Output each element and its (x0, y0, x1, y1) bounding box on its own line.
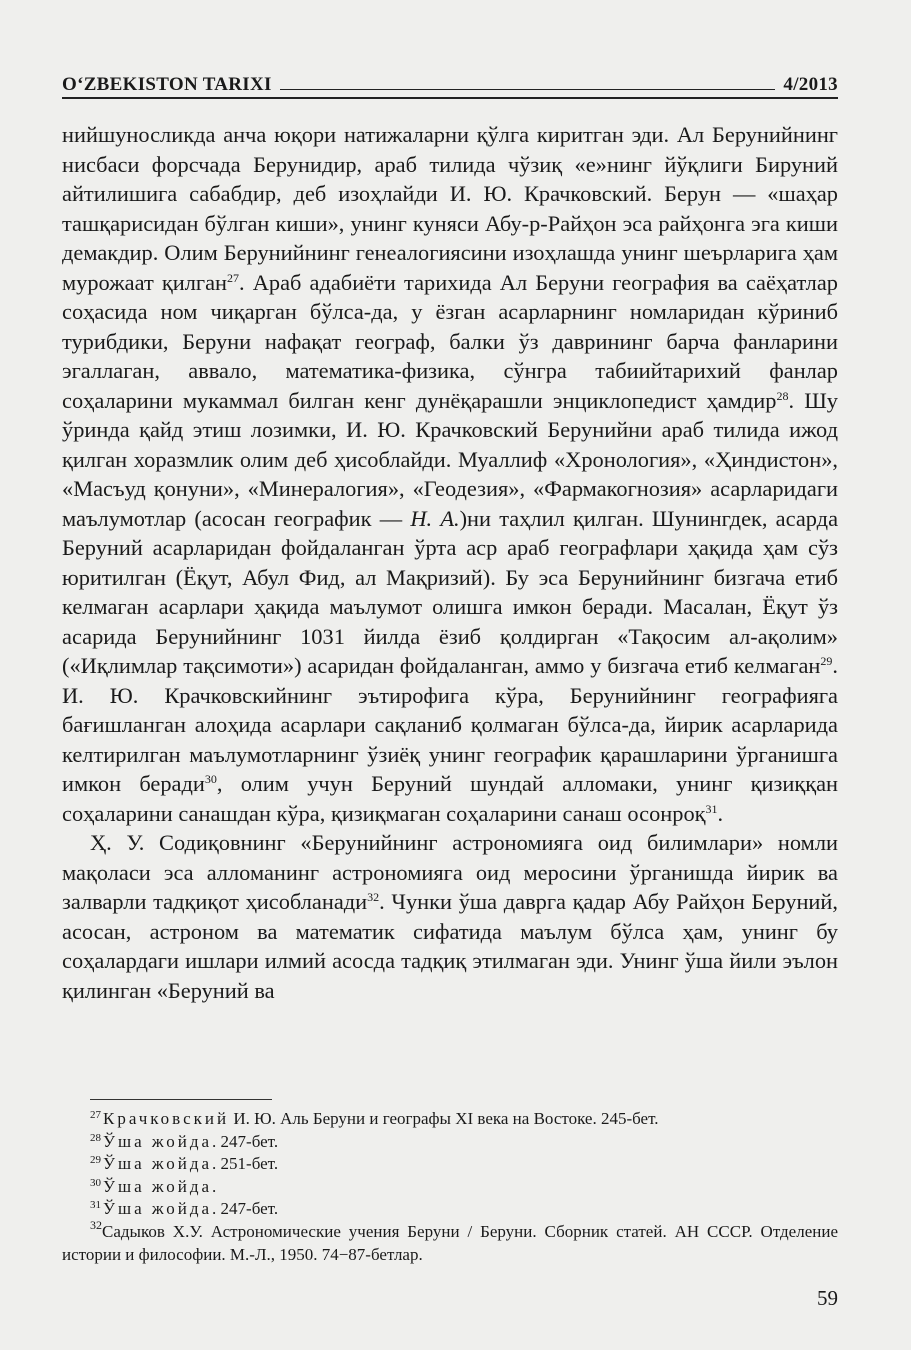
text-run: . Араб адабиёти тарихида Ал Беруни география ва саёҳатлар соҳасида ном чиқарган бўлса-да, у ёзган асарларнинг номларидан кўриниб турибдики, Беруни нафақат географ, балки ўз даврининг барча фанларини эгаллаган, аввало, математика-физика, сўнгра табиийтарихий фанлар соҳаларини мукаммал билган кенг дунёқарашли энциклопедист ҳамдир (62, 269, 838, 413)
footnote-text: И. Ю. Аль Беруни и географы XI века на Востоке. 245-бет. (229, 1109, 659, 1128)
footnote-ref: 27 (227, 270, 240, 285)
footnote-text: Х.У. Астрономические учения Беруни / Беруни. Сборник статей. АН СССР. Отделение истории и философии. М.-Л., 1950. 74−87-бетлар. (62, 1221, 838, 1264)
footnote-text: . 247-бет. (212, 1131, 279, 1151)
text-run: , олим учун Беруний шундай алломаки, унинг қизиққан соҳаларини санашдан кўра, қизиқмаган соҳаларини санаш осонроқ (62, 771, 838, 826)
header-rule (280, 89, 776, 90)
footnote-ref: 28 (776, 388, 789, 403)
footnote-30 (62, 1176, 838, 1199)
footnote-number: 32 (90, 1217, 102, 1232)
footnote-ref: 29 (820, 654, 833, 668)
journal-title: O‘ZBEKISTON TARIXI (62, 74, 272, 95)
footnote-28 (62, 1131, 838, 1154)
text-run: )ни таҳлил қилган. Шунингдек, асарда Беруний асарларидан фойдаланган ўрта аср араб географлари ҳақида ҳам сўз юритилган (Ёқут, Абул Фид, ал Мақризий). Бу эса Берунийнинг бизгача етиб келмаган асарлари ҳақида маълумот олишга имкон беради. Масалан, Ёқут ўз асарида Берунийнинг 1031 йилда ёзиб қолдирган «Тақосим ал-ақолим» («Иқлимлар тақсимоти») асаридан фойдаланган, аммо у бизгача етиб келмаган (62, 505, 839, 678)
running-header (62, 66, 838, 96)
footnote-29 (62, 1153, 838, 1176)
footnote-number: 28 (90, 1131, 101, 1144)
footnote-text: . 251-бет. (212, 1154, 279, 1174)
footnote-author: Ўша жойда (103, 1199, 213, 1219)
text-run: нийшуносликда анча юқори натижаларни қўлга киритган эди. Ал Берунийнинг нисбаси форсчада Берунидир, араб тилида чўзиқ «е»нинг йўқлиги Бируний айтилишига сабабдир, деб изоҳлайди И. Ю. Крачковский. Берун — «шаҳар ташқарисидан бўлган киши», унинг куняси Абу-р-Райҳон эса райҳонга эга киши демакдир. Олим Берунийнинг генеалогиясини изоҳлашда унинг шеърларига ҳам мурожаат қилган (62, 122, 838, 295)
article-body (62, 120, 838, 1005)
text-run: . Чунки ўша даврга қадар Абу Райҳон Беруний, асосан, астроном ва математик сифатида маълум бўлса ҳам, унинг бу соҳалардаги ишлари илмий асосда тадқиқ этилмаган эди. Унинг ўша йили эълон қилинган «Беруний ва (62, 889, 838, 1003)
footnote-number: 30 (90, 1176, 101, 1189)
footnote-number: 29 (90, 1154, 101, 1167)
paragraph-1 (62, 120, 838, 828)
footnote-ref: 30 (204, 772, 217, 786)
footnotes (62, 1108, 838, 1266)
footnote-text: . (212, 1176, 217, 1196)
footnote-author: Ўша жойда (103, 1176, 213, 1196)
footnote-author: Крачковский (103, 1109, 230, 1128)
footnote-ref: 31 (705, 801, 718, 816)
footnote-31 (62, 1198, 838, 1221)
header-divider (62, 97, 838, 99)
text-run: . (717, 800, 724, 826)
footnote-author: Ўша жойда (103, 1131, 213, 1151)
footnote-text: . 247-бет. (212, 1199, 279, 1219)
footnote-author: Садыков (102, 1221, 165, 1241)
text-run: . И. Ю. Крачковскийнинг эътирофига кўра, Берунийнинг географияга бағишланган алоҳида асарлари сақланиб қолмаган бўлса-да, йирик асарларида келтирилган маълумотларнинг ўзиёқ унинг географик қарашларини ўрганишга имкон беради (62, 653, 838, 796)
italic-text: Н. А. (410, 505, 460, 531)
footnote-number: 31 (90, 1199, 101, 1212)
issue-number: 4/2013 (783, 74, 838, 95)
footnote-ref: 32 (367, 890, 380, 904)
paragraph-2 (62, 828, 838, 1005)
footnote-divider (90, 1099, 272, 1100)
text-run: . Шу ўринда қайд этиш лозимки, И. Ю. Крачковский Берунийни араб тилида ижод қилган хоразмлик олим деб ҳисоблайди. Муаллиф «Хронология», «Ҳиндистон», «Масъуд қонуни», «Минералогия», «Геодезия», «Фармакогнозия» асарларидаги маълумотлар (асосан географик — (62, 387, 838, 531)
footnote-32 (62, 1217, 838, 1266)
text-run: Ҳ. У. Содиқовнинг «Берунийнинг астрономияга оид билимлари» номли мақоласи эса алломанинг астрономияга оид меросини ўрганишда йирик ва залварли тадқиқот ҳисобланади (62, 830, 838, 914)
page-number: 59 (817, 1286, 838, 1310)
footnote-author: Ўша жойда (103, 1154, 213, 1174)
footnote-27 (62, 1108, 838, 1131)
footnote-number: 27 (90, 1109, 101, 1121)
